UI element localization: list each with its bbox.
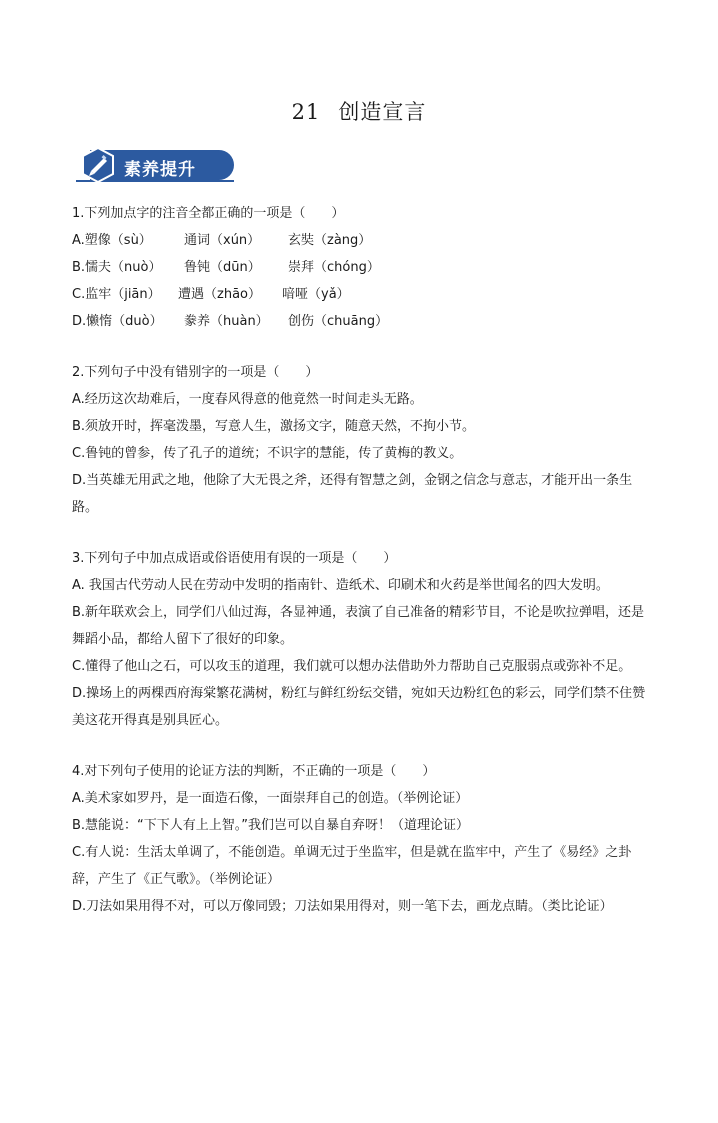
question-stem: 1.下列加点字的注音全都正确的一项是（ ） bbox=[72, 206, 345, 221]
option-a: A.美术家如罗丹，是一面造石像，一面崇拜自己的创造。（举例论证） bbox=[72, 791, 469, 806]
option-item: B.懦夫（nuò） bbox=[72, 260, 162, 275]
option-row-a bbox=[72, 227, 652, 254]
option-item: 鲁钝（dūn） bbox=[184, 260, 261, 275]
question-1 bbox=[72, 200, 652, 335]
question-stem: 2.下列句子中没有错别字的一项是（ ） bbox=[72, 365, 319, 380]
option-b: B.新年联欢会上，同学们八仙过海，各显神通，表演了自己准备的精彩节目，不论是吹拉弹唱，还是舞蹈小品，都给人留下了很好的印象。 bbox=[72, 605, 645, 647]
option-item: A.塑像（sù） bbox=[72, 233, 152, 248]
option-row-c bbox=[72, 281, 652, 308]
question-4 bbox=[72, 758, 652, 920]
section-banner bbox=[76, 146, 234, 184]
question-list bbox=[72, 200, 652, 944]
banner-label: 素养提升 bbox=[124, 160, 196, 180]
lesson-number: 21 bbox=[291, 100, 321, 124]
option-b: B.须放开时，挥毫泼墨，写意人生，激扬文字，随意天然，不拘小节。 bbox=[72, 419, 476, 434]
lesson-title: 创造宣言 bbox=[338, 100, 427, 124]
option-row-b bbox=[72, 254, 652, 281]
question-stem: 3.下列句子中加点成语或俗语使用有误的一项是（ ） bbox=[72, 551, 397, 566]
option-item: D.懒惰（duò） bbox=[72, 314, 163, 329]
option-c: C.懂得了他山之石，可以攻玉的道理，我们就可以想办法借助外力帮助自己克服弱点或弥补不足。 bbox=[72, 659, 632, 674]
option-item: 通词（xún） bbox=[184, 233, 261, 248]
option-d: D.操场上的两棵西府海棠繁花满树，粉红与鲜红纷纭交错，宛如天边粉红色的彩云，同学们禁不住赞美这花开得真是别具匠心。 bbox=[72, 686, 646, 728]
option-d: D.当英雄无用武之地，他除了大无畏之斧，还得有智慧之剑，金钢之信念与意志，才能开出一条生路。 bbox=[72, 473, 633, 515]
option-item: 崇拜（chóng） bbox=[288, 260, 380, 275]
option-item: C.监牢（jiān） bbox=[72, 287, 161, 302]
option-row-d bbox=[72, 308, 652, 335]
option-a: A.经历这次劫难后，一度春风得意的他竟然一时间走头无路。 bbox=[72, 392, 423, 407]
option-item: 遭遇（zhāo） bbox=[178, 287, 261, 302]
option-c: C.鲁钝的曾参，传了孔子的道统；不识字的慧能，传了黄梅的教义。 bbox=[72, 446, 463, 461]
option-d: D.刀法如果用得不对，可以万像同毁；刀法如果用得对，则一笔下去，画龙点睛。（类比论证） bbox=[72, 899, 613, 914]
question-stem: 4.对下列句子使用的论证方法的判断，不正确的一项是（ ） bbox=[72, 764, 436, 779]
option-item: 玄奘（zàng） bbox=[288, 233, 372, 248]
page-title bbox=[0, 96, 718, 126]
question-3 bbox=[72, 545, 652, 734]
question-2 bbox=[72, 359, 652, 521]
option-item: 豢养（huàn） bbox=[184, 314, 269, 329]
option-b: B.慧能说：“下下人有上上智。”我们岂可以自暴自弃呀！（道理论证） bbox=[72, 818, 470, 833]
option-a: A. 我国古代劳动人民在劳动中发明的指南针、造纸术、印刷术和火药是举世闻名的四大发明。 bbox=[72, 578, 609, 593]
option-item: 喑哑（yǎ） bbox=[282, 287, 350, 302]
option-c: C.有人说：生活太单调了，不能创造。单调无过于坐监牢，但是就在监牢中，产生了《易经》之卦辞，产生了《正气歌》。（举例论证） bbox=[72, 845, 632, 887]
pencil-badge-icon bbox=[80, 147, 116, 183]
option-item: 创伤（chuāng） bbox=[288, 314, 389, 329]
